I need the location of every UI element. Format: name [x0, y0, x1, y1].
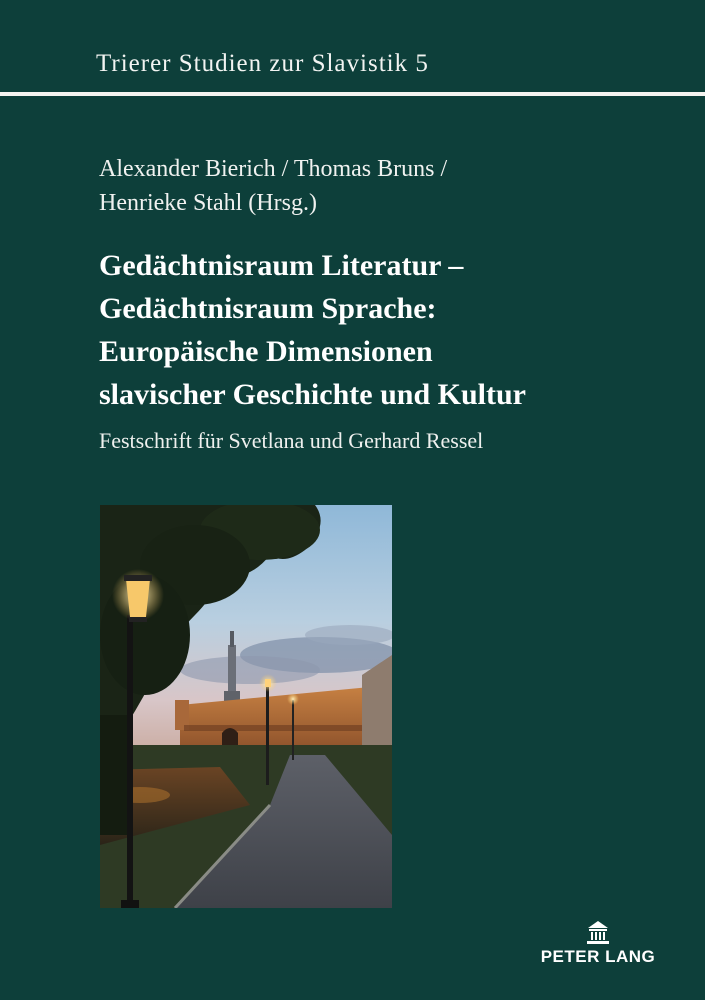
book-subtitle: Festschrift für Svetlana und Gerhard Ressel [99, 428, 484, 453]
divider-rule [0, 92, 705, 96]
publisher-name: PETER LANG [540, 947, 656, 966]
cover-photo [100, 505, 392, 908]
editors [99, 152, 447, 220]
editors-line-1: Alexander Bierich / Thomas Bruns / [99, 156, 448, 182]
publisher-block [528, 920, 668, 970]
title-line-2: Gedächtnisraum Sprache: [99, 292, 437, 325]
series-title: Trierer Studien zur Slavistik 5 [96, 50, 429, 77]
title-line-3: Europäische Dimensionen [99, 335, 433, 368]
temple-logo-icon [585, 920, 611, 946]
title-line-1: Gedächtnisraum Literatur – [99, 249, 464, 282]
title-line-4: slavischer Geschichte und Kultur [99, 378, 526, 411]
book-title [99, 244, 526, 416]
editors-line-2: Henrieke Stahl (Hrsg.) [99, 190, 317, 216]
